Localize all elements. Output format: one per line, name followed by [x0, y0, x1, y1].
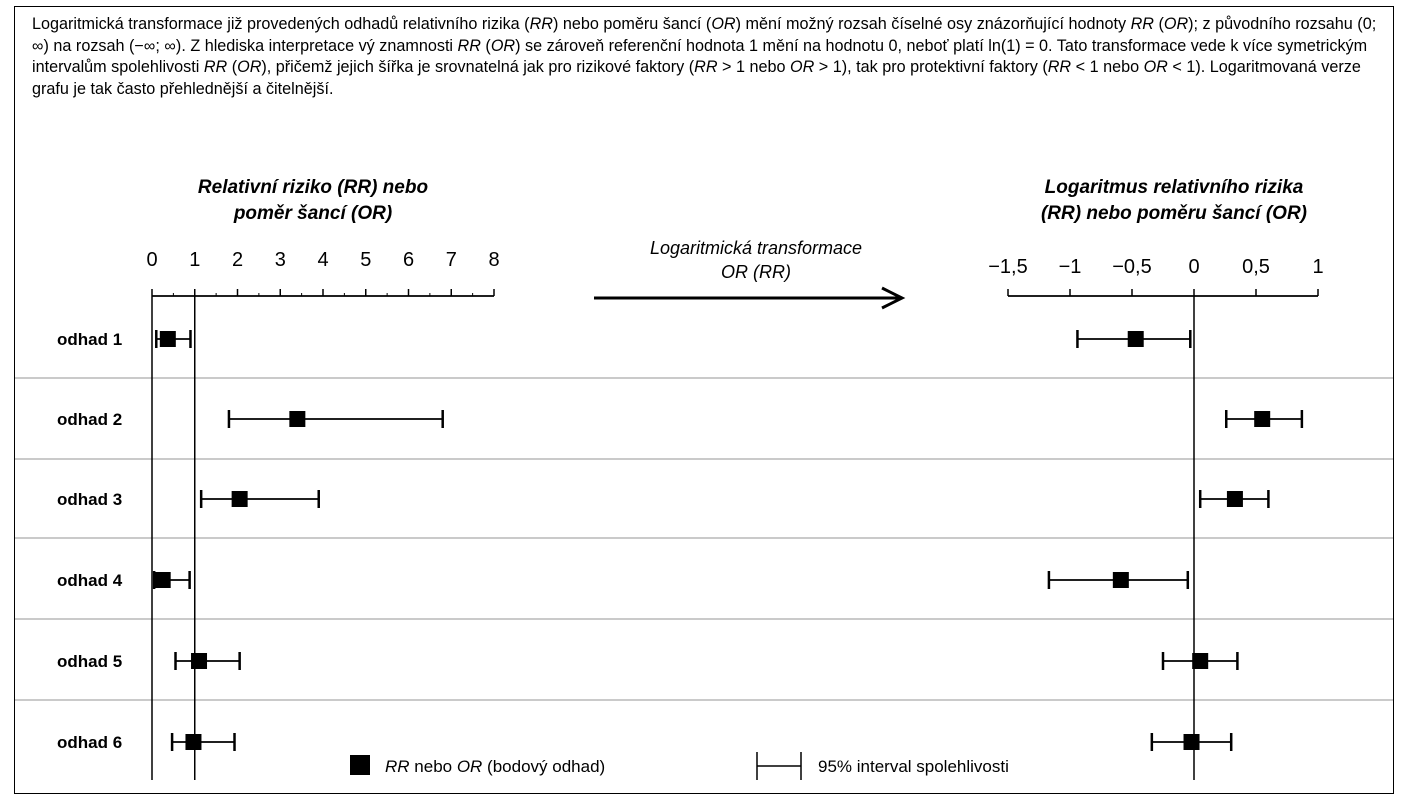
description-segment: OR — [1143, 58, 1168, 77]
transform-label-line2: OR (RR) — [721, 262, 791, 282]
description-segment: RR — [1047, 58, 1072, 77]
transform-label-line1: Logaritmická transformace — [649, 238, 863, 258]
row-label: odhad 5 — [57, 652, 123, 671]
left-x-tick-label: 1 — [189, 249, 201, 271]
right-x-tick-label: 0 — [1188, 256, 1200, 278]
description-segment: RR — [1130, 15, 1154, 33]
right-x-tick-label: −1,5 — [988, 256, 1028, 278]
left-point-estimate — [289, 411, 305, 427]
left-point-estimate — [160, 331, 176, 347]
description-segment: ) mění možný rozsah číselné osy znázorňující hodnoty — [735, 15, 1131, 33]
right-point-estimate — [1192, 653, 1208, 669]
legend-square-marker — [350, 755, 370, 775]
description-segment: OR — [237, 58, 262, 77]
right-point-estimate — [1254, 411, 1270, 427]
left-point-estimate — [155, 572, 171, 588]
description-segment: OR — [711, 15, 736, 33]
description-segment: < 1 nebo — [1071, 58, 1144, 77]
left-x-tick-label: 4 — [317, 249, 329, 271]
right-x-tick-label: −0,5 — [1112, 256, 1152, 278]
legend-interval-label: 95% interval spolehlivosti — [818, 757, 1009, 776]
legend-point-text-part: (bodový odhad) — [482, 757, 606, 776]
transform-arrow-group — [594, 238, 902, 308]
description-segment: ( — [227, 58, 238, 77]
row-label: odhad 3 — [57, 490, 123, 509]
description-segment: OR — [789, 58, 815, 77]
description-segment: RR — [457, 36, 481, 55]
right-point-estimate — [1113, 572, 1129, 588]
left-x-tick-label: 3 — [274, 249, 286, 271]
description-segment: ( — [480, 36, 491, 55]
left-x-tick-label: 5 — [360, 249, 372, 271]
right-x-tick-label: 0,5 — [1242, 256, 1270, 278]
left-axis-title-line1: Relativní riziko (RR) nebo — [197, 177, 429, 198]
description-segment: > 1 nebo — [717, 58, 790, 77]
right-axis-title-line2: (RR) nebo poměru šancí (OR) — [1040, 203, 1308, 224]
left-point-estimate — [191, 653, 207, 669]
description-segment: OR — [1163, 15, 1189, 33]
description-segment: ) se zároveň referenční hodnota 1 mění na hodnotu 0, neboť platí ln(1) = 0. Tato transformace vede k více symetrickým intervalům spolehlivosti — [32, 36, 1368, 77]
left-point-estimate — [185, 734, 201, 750]
description-segment: RR — [203, 58, 228, 77]
left-point-estimate — [232, 491, 248, 507]
left-x-tick-label: 7 — [445, 249, 457, 271]
left-axis-title-line2: poměr šancí (OR) — [233, 203, 393, 224]
row-label: odhad 2 — [57, 410, 123, 429]
legend-point-text-part: OR — [456, 757, 483, 776]
left-x-tick-label: 2 — [231, 249, 244, 271]
description-segment: > 1), tak pro protektivní faktory ( — [814, 58, 1048, 77]
right-point-estimate — [1227, 491, 1243, 507]
legend-point-estimate-label — [385, 757, 605, 776]
description-segment: OR — [490, 36, 516, 55]
left-x-tick-label: 6 — [402, 249, 415, 271]
description-segment: ) nebo poměru šancí ( — [552, 15, 712, 33]
description-segment: ), přičemž jejich šířka je srovnatelná jak pro rizikové faktory ( — [261, 58, 695, 77]
description-segment: Logaritmická transformace již provedených odhadů relativního rizika ( — [32, 15, 530, 33]
legend — [350, 752, 1009, 780]
right-point-estimate — [1128, 331, 1144, 347]
description-segment: < 1). Logaritmovaná verze grafu je tak často přehlednější a čitelnější. — [32, 58, 1361, 98]
description-segment: ); z původního rozsahu (0; ∞) na rozsah (−∞; ∞). Z hlediska interpretace vý znamnosti — [32, 15, 1377, 55]
description-segment: RR — [694, 58, 718, 77]
row-label: odhad 6 — [57, 733, 123, 752]
row-label: odhad 4 — [57, 571, 123, 590]
right-forest-plot — [988, 177, 1323, 780]
left-x-tick-label: 0 — [146, 249, 158, 271]
row-label: odhad 1 — [57, 330, 123, 349]
description-segment: RR — [529, 15, 553, 33]
right-point-estimate — [1184, 734, 1200, 750]
right-axis-title-line1: Logaritmus relativního rizika — [1044, 177, 1304, 198]
description-segment: ( — [1153, 15, 1164, 33]
legend-point-text-part: nebo — [409, 757, 457, 776]
right-x-tick-label: 1 — [1312, 256, 1324, 278]
left-x-tick-label: 8 — [488, 249, 500, 271]
legend-point-text-part: RR — [385, 757, 410, 776]
right-x-tick-label: −1 — [1058, 256, 1082, 278]
left-forest-plot — [15, 177, 1393, 780]
